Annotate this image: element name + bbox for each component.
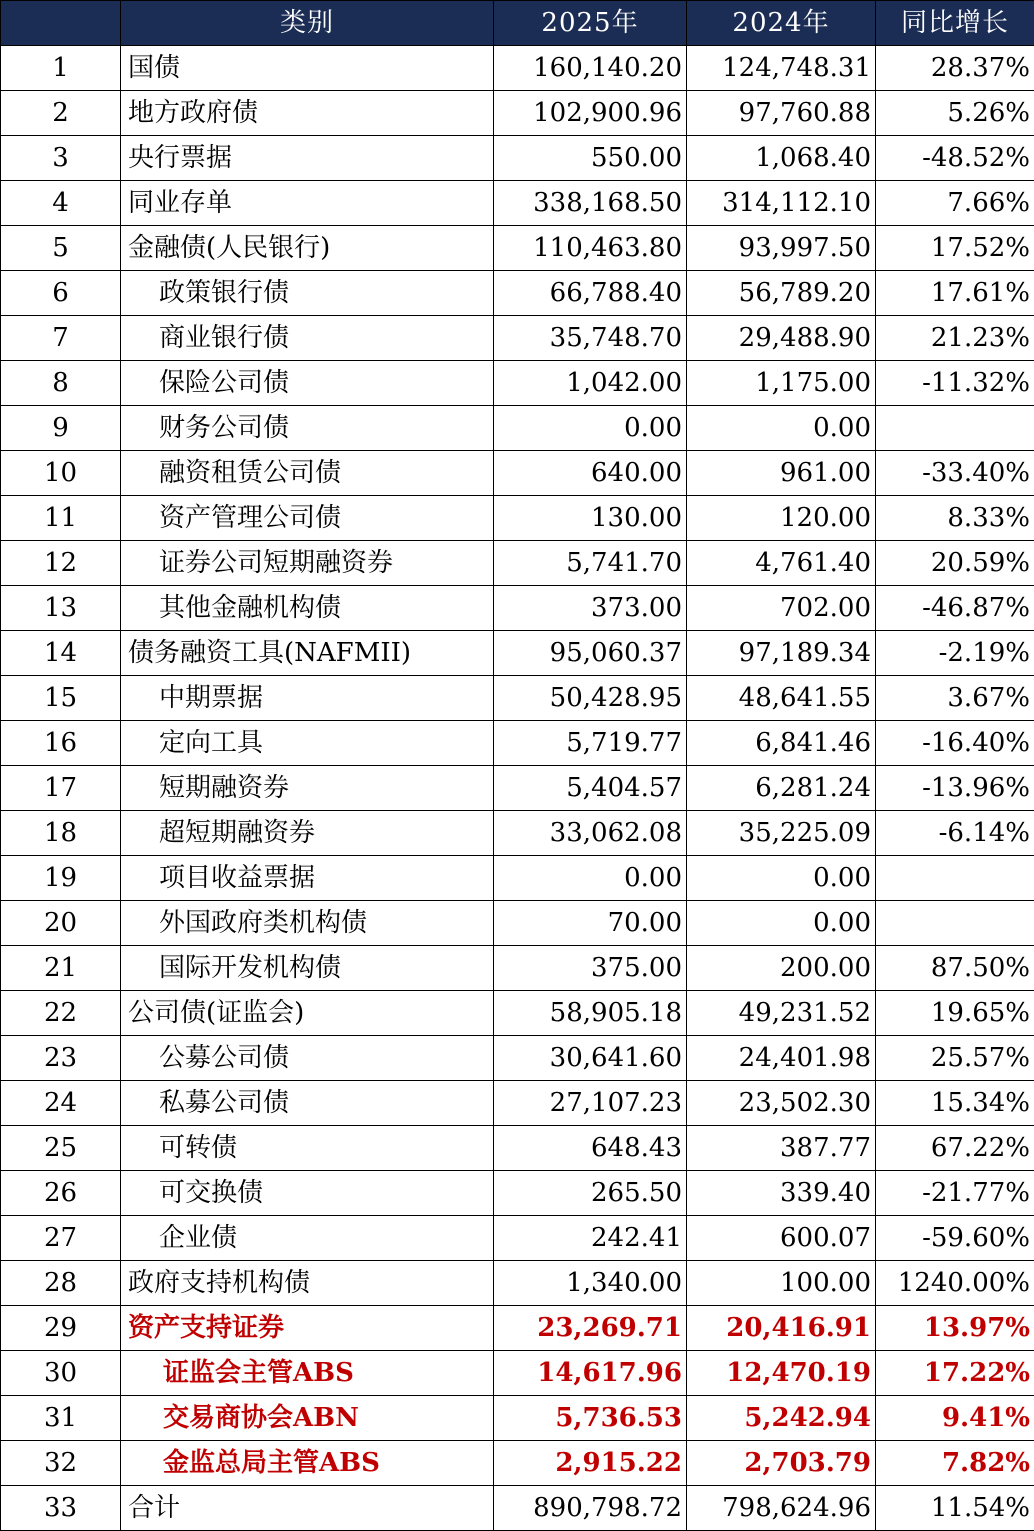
table-row xyxy=(1,1396,1034,1441)
row-growth-cell: -21.77% xyxy=(876,1171,1034,1216)
row-2024-value-cell: 56,789.20 xyxy=(687,271,876,316)
row-growth-cell: 8.33% xyxy=(876,496,1034,541)
row-2025-value-cell: 550.00 xyxy=(494,136,687,181)
table-row xyxy=(1,676,1034,721)
row-2025-value-cell: 23,269.71 xyxy=(494,1306,687,1351)
row-2025-value-cell: 375.00 xyxy=(494,946,687,991)
row-2025-value-cell: 2,915.22 xyxy=(494,1441,687,1486)
table-row xyxy=(1,1351,1034,1396)
row-growth-cell: -13.96% xyxy=(876,766,1034,811)
table-row xyxy=(1,856,1034,901)
table-row xyxy=(1,766,1034,811)
row-2024-value-cell: 5,242.94 xyxy=(687,1396,876,1441)
row-category-cell: 短期融资券 xyxy=(121,766,494,811)
row-2024-value-cell: 2,703.79 xyxy=(687,1441,876,1486)
row-2025-value-cell: 242.41 xyxy=(494,1216,687,1261)
row-growth-cell: -11.32% xyxy=(876,361,1034,406)
row-category-cell: 公司债(证监会) xyxy=(121,991,494,1036)
row-2024-value-cell: 35,225.09 xyxy=(687,811,876,856)
table-row xyxy=(1,271,1034,316)
row-category-cell: 外国政府类机构债 xyxy=(121,901,494,946)
row-index-cell: 19 xyxy=(1,856,121,901)
row-index-cell: 32 xyxy=(1,1441,121,1486)
row-2024-value-cell: 1,175.00 xyxy=(687,361,876,406)
table-body xyxy=(1,46,1034,1531)
row-category-cell: 项目收益票据 xyxy=(121,856,494,901)
table-row xyxy=(1,631,1034,676)
row-growth-cell: -33.40% xyxy=(876,451,1034,496)
row-2024-value-cell: 0.00 xyxy=(687,856,876,901)
row-2024-value-cell: 12,470.19 xyxy=(687,1351,876,1396)
row-2024-value-cell: 120.00 xyxy=(687,496,876,541)
table-row xyxy=(1,406,1034,451)
row-2024-value-cell: 798,624.96 xyxy=(687,1486,876,1531)
row-2025-value-cell: 0.00 xyxy=(494,856,687,901)
row-category-cell: 政府支持机构债 xyxy=(121,1261,494,1306)
row-index-cell: 20 xyxy=(1,901,121,946)
row-category-cell: 国际开发机构债 xyxy=(121,946,494,991)
row-growth-cell: 1240.00% xyxy=(876,1261,1034,1306)
table-row xyxy=(1,1306,1034,1351)
row-category-cell: 可转债 xyxy=(121,1126,494,1171)
row-category-cell: 合计 xyxy=(121,1486,494,1531)
row-index-cell: 12 xyxy=(1,541,121,586)
row-2024-value-cell: 100.00 xyxy=(687,1261,876,1306)
row-2025-value-cell: 0.00 xyxy=(494,406,687,451)
row-2025-value-cell: 102,900.96 xyxy=(494,91,687,136)
table-row xyxy=(1,1081,1034,1126)
row-growth-cell: 13.97% xyxy=(876,1306,1034,1351)
row-2025-value-cell: 373.00 xyxy=(494,586,687,631)
row-index-cell: 3 xyxy=(1,136,121,181)
row-2024-value-cell: 23,502.30 xyxy=(687,1081,876,1126)
table-row xyxy=(1,1441,1034,1486)
row-2024-value-cell: 6,841.46 xyxy=(687,721,876,766)
header-growth: 同比增长 xyxy=(876,1,1034,46)
row-index-cell: 15 xyxy=(1,676,121,721)
row-growth-cell: 67.22% xyxy=(876,1126,1034,1171)
row-growth-cell: 17.61% xyxy=(876,271,1034,316)
row-category-cell: 金监总局主管ABS xyxy=(121,1441,494,1486)
row-index-cell: 2 xyxy=(1,91,121,136)
row-index-cell: 17 xyxy=(1,766,121,811)
table-row xyxy=(1,181,1034,226)
row-2025-value-cell: 33,062.08 xyxy=(494,811,687,856)
row-index-cell: 4 xyxy=(1,181,121,226)
row-category-cell: 政策银行债 xyxy=(121,271,494,316)
row-category-cell: 同业存单 xyxy=(121,181,494,226)
row-2025-value-cell: 50,428.95 xyxy=(494,676,687,721)
row-2024-value-cell: 200.00 xyxy=(687,946,876,991)
row-2025-value-cell: 14,617.96 xyxy=(494,1351,687,1396)
row-2024-value-cell: 49,231.52 xyxy=(687,991,876,1036)
row-2025-value-cell: 27,107.23 xyxy=(494,1081,687,1126)
row-category-cell: 融资租赁公司债 xyxy=(121,451,494,496)
row-category-cell: 证监会主管ABS xyxy=(121,1351,494,1396)
row-2024-value-cell: 339.40 xyxy=(687,1171,876,1216)
row-index-cell: 26 xyxy=(1,1171,121,1216)
table-row xyxy=(1,136,1034,181)
row-growth-cell: 7.66% xyxy=(876,181,1034,226)
row-index-cell: 23 xyxy=(1,1036,121,1081)
table-row xyxy=(1,91,1034,136)
row-growth-cell: 19.65% xyxy=(876,991,1034,1036)
row-growth-cell: 20.59% xyxy=(876,541,1034,586)
row-index-cell: 33 xyxy=(1,1486,121,1531)
table-row xyxy=(1,946,1034,991)
row-index-cell: 18 xyxy=(1,811,121,856)
row-2025-value-cell: 5,404.57 xyxy=(494,766,687,811)
row-category-cell: 资产管理公司债 xyxy=(121,496,494,541)
row-2025-value-cell: 70.00 xyxy=(494,901,687,946)
row-index-cell: 6 xyxy=(1,271,121,316)
row-2025-value-cell: 130.00 xyxy=(494,496,687,541)
row-2025-value-cell: 265.50 xyxy=(494,1171,687,1216)
table-row xyxy=(1,1486,1034,1531)
row-index-cell: 13 xyxy=(1,586,121,631)
row-index-cell: 11 xyxy=(1,496,121,541)
row-category-cell: 交易商协会ABN xyxy=(121,1396,494,1441)
row-growth-cell: 25.57% xyxy=(876,1036,1034,1081)
row-growth-cell: 5.26% xyxy=(876,91,1034,136)
row-index-cell: 30 xyxy=(1,1351,121,1396)
row-2024-value-cell: 48,641.55 xyxy=(687,676,876,721)
row-2025-value-cell: 1,042.00 xyxy=(494,361,687,406)
row-2025-value-cell: 5,719.77 xyxy=(494,721,687,766)
row-index-cell: 31 xyxy=(1,1396,121,1441)
row-category-cell: 私募公司债 xyxy=(121,1081,494,1126)
row-index-cell: 29 xyxy=(1,1306,121,1351)
table-row xyxy=(1,451,1034,496)
row-growth-cell: 17.52% xyxy=(876,226,1034,271)
row-category-cell: 财务公司债 xyxy=(121,406,494,451)
row-2024-value-cell: 1,068.40 xyxy=(687,136,876,181)
row-growth-cell: -16.40% xyxy=(876,721,1034,766)
table-row xyxy=(1,1261,1034,1306)
row-growth-cell xyxy=(876,901,1034,946)
table-row xyxy=(1,586,1034,631)
row-category-cell: 企业债 xyxy=(121,1216,494,1261)
row-2024-value-cell: 0.00 xyxy=(687,901,876,946)
row-2025-value-cell: 890,798.72 xyxy=(494,1486,687,1531)
row-index-cell: 14 xyxy=(1,631,121,676)
table-row xyxy=(1,226,1034,271)
row-growth-cell xyxy=(876,856,1034,901)
row-2025-value-cell: 648.43 xyxy=(494,1126,687,1171)
row-category-cell: 中期票据 xyxy=(121,676,494,721)
row-growth-cell: 28.37% xyxy=(876,46,1034,91)
row-growth-cell: -46.87% xyxy=(876,586,1034,631)
row-category-cell: 央行票据 xyxy=(121,136,494,181)
row-2024-value-cell: 961.00 xyxy=(687,451,876,496)
row-index-cell: 22 xyxy=(1,991,121,1036)
table-row xyxy=(1,811,1034,856)
row-2024-value-cell: 600.07 xyxy=(687,1216,876,1261)
row-category-cell: 证券公司短期融资券 xyxy=(121,541,494,586)
row-2025-value-cell: 95,060.37 xyxy=(494,631,687,676)
header-index xyxy=(1,1,121,46)
row-growth-cell: 87.50% xyxy=(876,946,1034,991)
table-row xyxy=(1,1036,1034,1081)
row-category-cell: 超短期融资券 xyxy=(121,811,494,856)
table-row xyxy=(1,316,1034,361)
row-2024-value-cell: 29,488.90 xyxy=(687,316,876,361)
table-row xyxy=(1,46,1034,91)
row-index-cell: 8 xyxy=(1,361,121,406)
row-2025-value-cell: 160,140.20 xyxy=(494,46,687,91)
row-index-cell: 7 xyxy=(1,316,121,361)
table-row xyxy=(1,496,1034,541)
header-2024: 2024年 xyxy=(687,1,876,46)
row-category-cell: 可交换债 xyxy=(121,1171,494,1216)
row-category-cell: 其他金融机构债 xyxy=(121,586,494,631)
table-row xyxy=(1,901,1034,946)
row-category-cell: 商业银行债 xyxy=(121,316,494,361)
header-2025: 2025年 xyxy=(494,1,687,46)
row-2025-value-cell: 35,748.70 xyxy=(494,316,687,361)
row-2025-value-cell: 58,905.18 xyxy=(494,991,687,1036)
row-2025-value-cell: 338,168.50 xyxy=(494,181,687,226)
row-2024-value-cell: 97,760.88 xyxy=(687,91,876,136)
row-growth-cell: 21.23% xyxy=(876,316,1034,361)
row-index-cell: 28 xyxy=(1,1261,121,1306)
row-2025-value-cell: 30,641.60 xyxy=(494,1036,687,1081)
row-growth-cell: -48.52% xyxy=(876,136,1034,181)
row-growth-cell: -6.14% xyxy=(876,811,1034,856)
row-2024-value-cell: 387.77 xyxy=(687,1126,876,1171)
row-2025-value-cell: 110,463.80 xyxy=(494,226,687,271)
row-2025-value-cell: 5,736.53 xyxy=(494,1396,687,1441)
row-growth-cell: 7.82% xyxy=(876,1441,1034,1486)
header-row xyxy=(1,1,1034,46)
row-index-cell: 9 xyxy=(1,406,121,451)
row-index-cell: 25 xyxy=(1,1126,121,1171)
row-growth-cell: 15.34% xyxy=(876,1081,1034,1126)
row-category-cell: 地方政府债 xyxy=(121,91,494,136)
table-row xyxy=(1,991,1034,1036)
row-category-cell: 国债 xyxy=(121,46,494,91)
row-category-cell: 公募公司债 xyxy=(121,1036,494,1081)
row-2024-value-cell: 20,416.91 xyxy=(687,1306,876,1351)
row-2024-value-cell: 314,112.10 xyxy=(687,181,876,226)
row-index-cell: 21 xyxy=(1,946,121,991)
table-row xyxy=(1,361,1034,406)
row-category-cell: 定向工具 xyxy=(121,721,494,766)
row-index-cell: 5 xyxy=(1,226,121,271)
row-2024-value-cell: 93,997.50 xyxy=(687,226,876,271)
row-2025-value-cell: 640.00 xyxy=(494,451,687,496)
row-category-cell: 金融债(人民银行) xyxy=(121,226,494,271)
row-index-cell: 27 xyxy=(1,1216,121,1261)
row-category-cell: 债务融资工具(NAFMII) xyxy=(121,631,494,676)
row-growth-cell: -59.60% xyxy=(876,1216,1034,1261)
row-index-cell: 24 xyxy=(1,1081,121,1126)
row-growth-cell: 11.54% xyxy=(876,1486,1034,1531)
row-growth-cell: 17.22% xyxy=(876,1351,1034,1396)
table-row xyxy=(1,1216,1034,1261)
row-2025-value-cell: 1,340.00 xyxy=(494,1261,687,1306)
row-2024-value-cell: 6,281.24 xyxy=(687,766,876,811)
table-row xyxy=(1,541,1034,586)
row-2025-value-cell: 5,741.70 xyxy=(494,541,687,586)
row-2024-value-cell: 0.00 xyxy=(687,406,876,451)
table-row xyxy=(1,1126,1034,1171)
row-growth-cell: 9.41% xyxy=(876,1396,1034,1441)
row-growth-cell xyxy=(876,406,1034,451)
row-index-cell: 1 xyxy=(1,46,121,91)
row-growth-cell: -2.19% xyxy=(876,631,1034,676)
header-category: 类别 xyxy=(121,1,494,46)
row-category-cell: 资产支持证券 xyxy=(121,1306,494,1351)
table-row xyxy=(1,721,1034,766)
row-2025-value-cell: 66,788.40 xyxy=(494,271,687,316)
row-2024-value-cell: 97,189.34 xyxy=(687,631,876,676)
row-growth-cell: 3.67% xyxy=(876,676,1034,721)
row-2024-value-cell: 4,761.40 xyxy=(687,541,876,586)
row-2024-value-cell: 702.00 xyxy=(687,586,876,631)
table-row xyxy=(1,1171,1034,1216)
row-2024-value-cell: 124,748.31 xyxy=(687,46,876,91)
row-2024-value-cell: 24,401.98 xyxy=(687,1036,876,1081)
row-index-cell: 10 xyxy=(1,451,121,496)
row-category-cell: 保险公司债 xyxy=(121,361,494,406)
row-index-cell: 16 xyxy=(1,721,121,766)
